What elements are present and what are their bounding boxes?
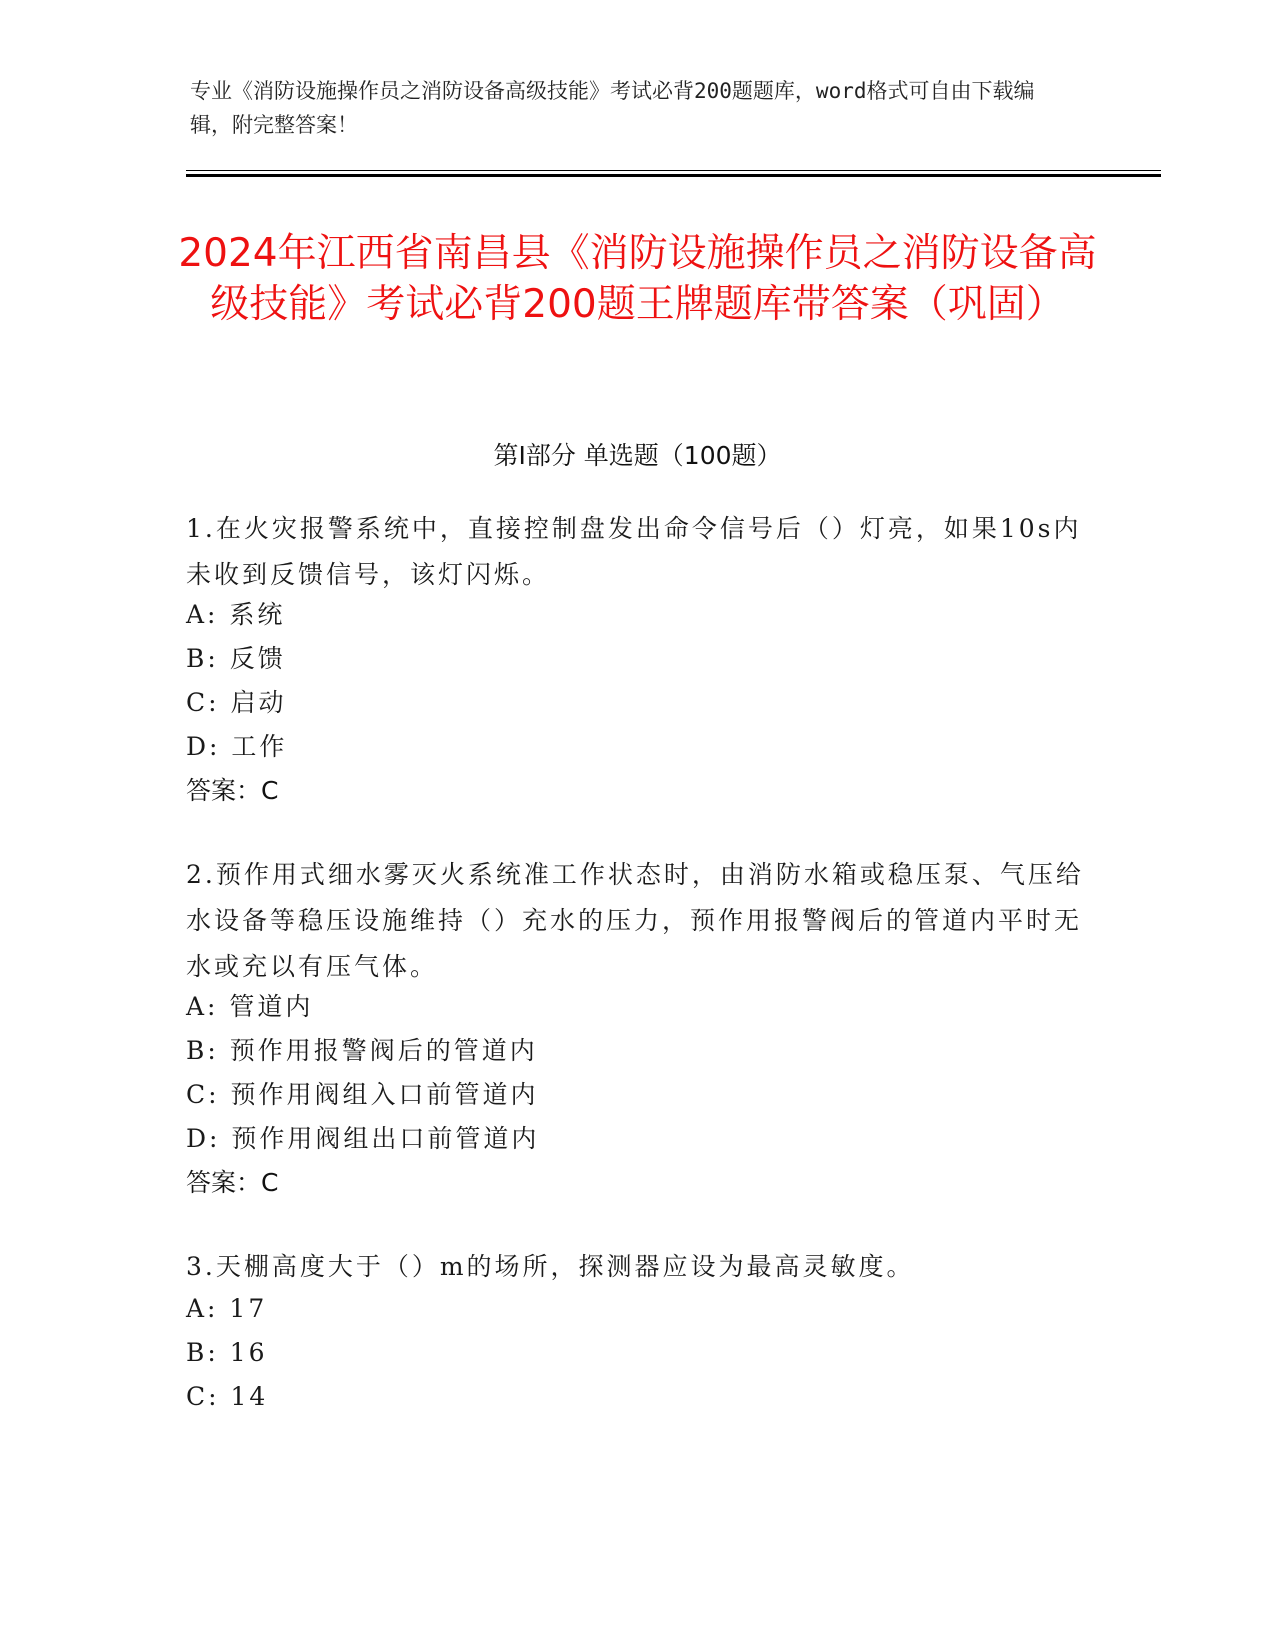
question-2-answer: 答案：C <box>186 1168 279 1197</box>
question-2-option-a: A: 管道内 <box>186 992 314 1021</box>
question-1-option-c: C: 启动 <box>186 688 287 717</box>
question-1-option-b: B: 反馈 <box>186 644 286 673</box>
question-1-answer: 答案：C <box>186 776 279 805</box>
question-3-option-c: C: 14 <box>186 1382 269 1411</box>
section-heading: 第Ⅰ部分 单选题（100题） <box>493 441 782 470</box>
header-divider-thick <box>186 174 1161 177</box>
question-3-text: 3.天棚高度大于（）m的场所，探测器应设为最高灵敏度。 <box>186 1252 915 1281</box>
question-2-option-c: C: 预作用阀组入口前管道内 <box>186 1080 539 1109</box>
question-2-text: 2.预作用式细水雾灭火系统准工作状态时，由消防水箱或稳压泵、气压给水设备等稳压设施维持（）充水的压力，预作用报警阀后的管道内平时无水或充以有压气体。 <box>186 860 1084 981</box>
question-1-text: 1.在火灾报警系统中，直接控制盘发出命令信号后（）灯亮，如果10s内未收到反馈信号，该灯闪烁。 <box>186 514 1082 589</box>
question-3-option-b: B: 16 <box>186 1338 268 1367</box>
document-intro: 专业《消防设施操作员之消防设备高级技能》考试必背200题题库，word格式可自由下载编辑，附完整答案！ <box>190 79 1035 137</box>
question-1-option-d: D: 工作 <box>186 732 288 761</box>
header-divider-thin <box>186 170 1161 171</box>
document-title: 2024年江西省南昌县《消防设施操作员之消防设备高级技能》考试必背200题王牌题库带答案（巩固） <box>178 231 1097 327</box>
question-2-option-d: D: 预作用阀组出口前管道内 <box>186 1124 540 1153</box>
question-1-option-a: A: 系统 <box>186 600 286 629</box>
question-3-option-a: A: 17 <box>186 1294 268 1323</box>
question-2-option-b: B: 预作用报警阀后的管道内 <box>186 1036 538 1065</box>
